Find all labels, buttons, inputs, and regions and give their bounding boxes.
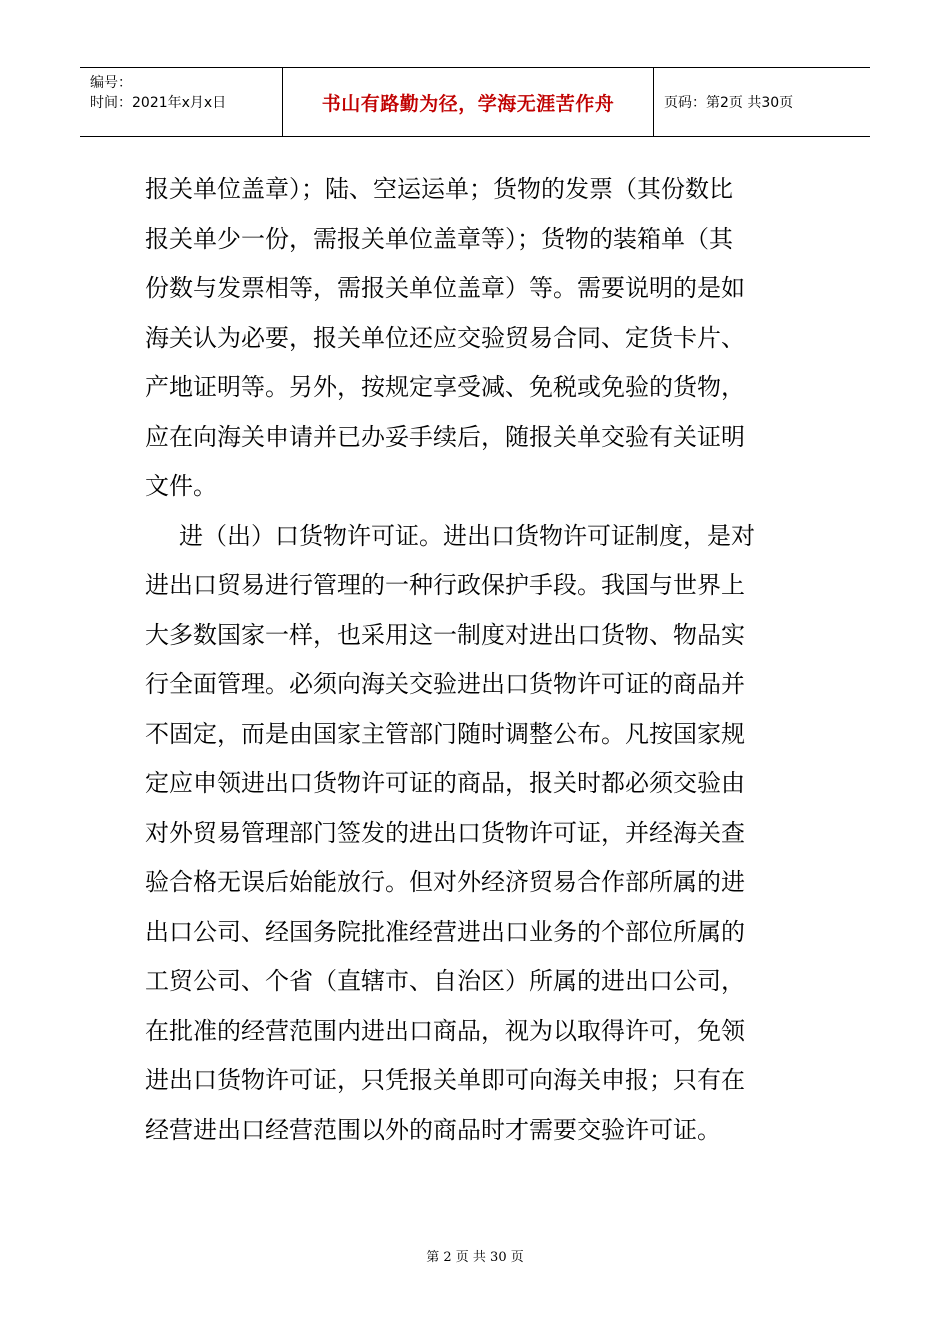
paragraph-line: 文件。 bbox=[145, 472, 217, 500]
footer-page-number: 第 2 页 共 30 页 bbox=[426, 1250, 524, 1265]
paragraph-1 bbox=[145, 165, 795, 512]
paragraph-line: 产地证明等。另外，按规定享受减、免税或免验的货物， bbox=[145, 373, 745, 401]
document-number-label: 编号： bbox=[90, 75, 132, 91]
header-slogan-cell bbox=[283, 68, 654, 136]
page-footer bbox=[0, 1246, 950, 1265]
paragraph-line: 份数与发票相等，需报关单位盖章）等。需要说明的是如 bbox=[145, 274, 745, 302]
paragraph-line: 工贸公司、个省（直辖市、自治区）所属的进出口公司， bbox=[145, 967, 745, 995]
document-time-label: 时间：2021年x月x日 bbox=[90, 95, 227, 111]
page-header bbox=[80, 67, 870, 137]
document-body bbox=[145, 165, 795, 1155]
paragraph-line: 进（出）口货物许可证。进出口货物许可证制度，是对 bbox=[179, 521, 755, 550]
paragraph-line: 不固定，而是由国家主管部门随时调整公布。凡按国家规 bbox=[145, 719, 745, 748]
paragraph-line: 经营进出口经营范围以外的商品时才需要交验许可证。 bbox=[145, 1115, 721, 1144]
paragraph-line: 验合格无误后始能放行。但对外经济贸易合作部所属的进 bbox=[145, 868, 745, 896]
paragraph-line: 行全面管理。必须向海关交验进出口货物许可证的商品并 bbox=[145, 670, 745, 698]
header-slogan: 书山有路勤为径，学海无涯苦作舟 bbox=[321, 92, 615, 115]
paragraph-line: 在批准的经营范围内进出口商品，视为以取得许可，免领 bbox=[145, 1016, 745, 1045]
paragraph-line: 海关认为必要，报关单位还应交验贸易合同、定货卡片、 bbox=[145, 323, 745, 352]
paragraph-line: 大多数国家一样，也采用这一制度对进出口货物、物品实 bbox=[145, 620, 745, 649]
paragraph-2 bbox=[145, 512, 795, 1156]
paragraph-line: 进出口货物许可证，只凭报关单即可向海关申报；只有在 bbox=[145, 1066, 745, 1094]
paragraph-line: 对外贸易管理部门签发的进出口货物许可证，并经海关查 bbox=[145, 818, 745, 847]
paragraph-line: 应在向海关申请并已办妥手续后，随报关单交验有关证明 bbox=[145, 422, 745, 451]
header-page-code: 页码：第2页 共30页 bbox=[664, 95, 794, 111]
header-page-code-cell bbox=[654, 68, 870, 136]
paragraph-line: 报关单位盖章）；陆、空运运单；货物的发票（其份数比 bbox=[145, 175, 733, 203]
header-meta bbox=[80, 68, 283, 136]
paragraph-line: 报关单少一份，需报关单位盖章等）；货物的装箱单（其 bbox=[145, 224, 733, 253]
paragraph-line: 出口公司、经国务院批准经营进出口业务的个部位所属的 bbox=[145, 917, 745, 946]
paragraph-line: 进出口贸易进行管理的一种行政保护手段。我国与世界上 bbox=[145, 571, 745, 599]
paragraph-line: 定应申领进出口货物许可证的商品，报关时都必须交验由 bbox=[145, 769, 745, 797]
